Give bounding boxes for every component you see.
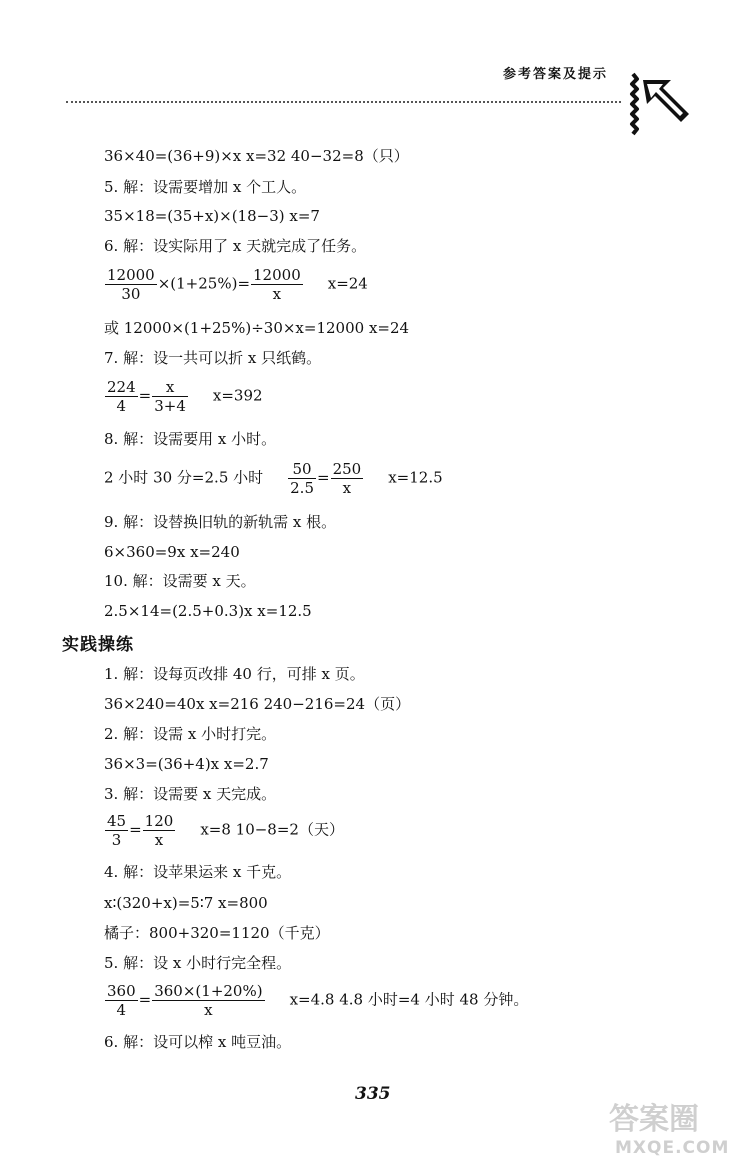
watermark-logo-icon (605, 1095, 745, 1157)
numerator: 360 (107, 982, 136, 1000)
numerator: 250 (332, 460, 362, 478)
denominator: x (154, 831, 164, 849)
page-number: 335 (355, 1084, 391, 1104)
numerator: 224 (107, 378, 136, 396)
svg-text:MXQE.COM: MXQE.COM (615, 1138, 730, 1157)
result: x=392 (212, 386, 263, 405)
answer-line: 9. 解：设替换旧轨的新轨需 x 根。 (104, 513, 337, 531)
answer-line: 1. 解：设每页改排 40 行，可排 x 页。 (104, 665, 365, 683)
operator: ×(1+25%)= (157, 274, 251, 293)
operator: = (317, 468, 330, 487)
numerator: 50 (288, 460, 316, 479)
fraction-line (104, 812, 344, 849)
operator: = (138, 990, 152, 1009)
fraction (105, 378, 138, 415)
numerator: x (152, 378, 188, 397)
result: x=4.8 4.8 小时=4 小时 48 分钟。 (289, 990, 529, 1009)
answer-line: 7. 解：设一共可以折 x 只纸鹤。 (104, 349, 322, 367)
lead-text: 2 小时 30 分=2.5 小时 (104, 468, 264, 487)
fraction (152, 982, 264, 1019)
answer-line: 36×240=40x x=216 240−216=24（页） (104, 695, 411, 713)
fraction (331, 460, 364, 497)
answer-line: 6×360=9x x=240 (104, 543, 240, 561)
numerator: 360×(1+20%) (154, 982, 263, 1000)
fraction (105, 982, 138, 1019)
fraction-line (104, 982, 528, 1019)
answer-line: 35×18=(35+x)×(18−3) x=7 (104, 207, 320, 225)
denominator: x (204, 1001, 213, 1019)
denominator: 3+4 (154, 397, 186, 415)
svg-text:答案圈: 答案圈 (609, 1102, 699, 1137)
answer-line: 3. 解：设需要 x 天完成。 (104, 785, 277, 803)
fraction-line (104, 266, 368, 303)
fraction-line (104, 378, 263, 415)
numerator: 120 (144, 812, 174, 830)
result: x=8 10−8=2（天） (200, 820, 344, 839)
answer-line: 5. 解：设需要增加 x 个工人。 (104, 178, 307, 196)
answer-line: 6. 解：设实际用了 x 天就完成了任务。 (104, 237, 367, 255)
operator: = (129, 820, 142, 839)
header-title: 参考答案及提示 (503, 67, 609, 82)
denominator: x (272, 285, 282, 303)
answer-line: 4. 解：设苹果运来 x 千克。 (104, 863, 292, 881)
denominator: 2.5 (290, 479, 314, 497)
denominator: 4 (116, 397, 127, 415)
section-heading: 实践操练 (62, 635, 134, 655)
fraction (105, 266, 157, 303)
answer-line: 8. 解：设需要用 x 小时。 (104, 430, 277, 448)
answer-line: 10. 解：设需要 x 天。 (104, 572, 256, 590)
answer-line: 36×3=(36+4)x x=2.7 (104, 755, 269, 773)
result: x=24 (327, 274, 368, 293)
operator: = (138, 386, 152, 405)
numerator: 12000 (253, 266, 301, 284)
fraction (143, 812, 176, 849)
denominator: 3 (111, 831, 122, 849)
answer-line: 或 12000×(1+25%)÷30×x=12000 x=24 (104, 319, 410, 337)
denominator: 4 (116, 1001, 127, 1019)
answer-line: 2.5×14=(2.5+0.3)x x=12.5 (104, 602, 312, 620)
fraction (152, 378, 188, 415)
answer-line: 36×40=(36+9)×x x=32 40−32=8（只） (104, 147, 409, 165)
numerator: 45 (107, 812, 127, 830)
result: x=12.5 (388, 468, 443, 487)
fraction-line (104, 460, 443, 497)
answer-line: x∶(320+x)=5∶7 x=800 (104, 894, 268, 912)
denominator: 30 (121, 285, 141, 303)
denominator: x (342, 479, 352, 497)
fraction (105, 812, 128, 849)
answer-line: 6. 解：设可以榨 x 吨豆油。 (104, 1033, 292, 1051)
numerator: 12000 (107, 266, 155, 284)
answer-line: 2. 解：设需 x 小时打完。 (104, 725, 277, 743)
fraction (288, 460, 316, 497)
fraction (251, 266, 303, 303)
answer-line: 橘子：800+320=1120（千克） (104, 924, 330, 942)
answer-line: 5. 解：设 x 小时行完全程。 (104, 954, 292, 972)
